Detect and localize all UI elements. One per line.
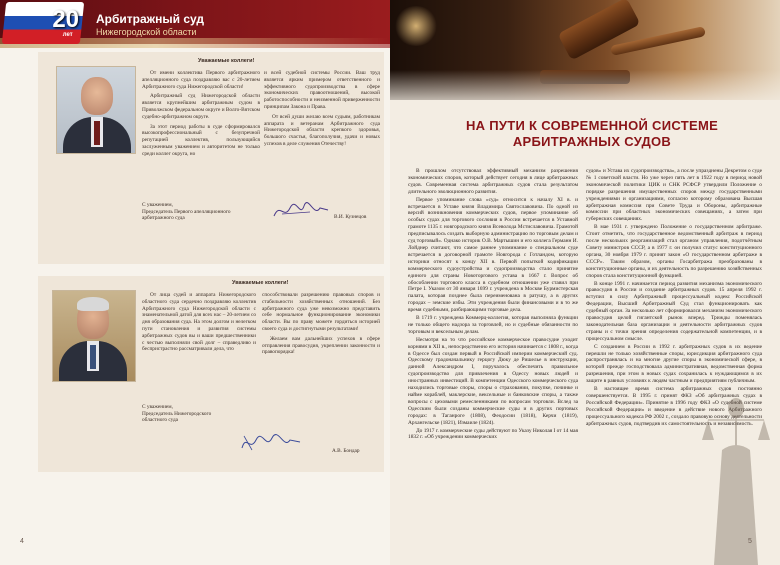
sign-line: С уважением, bbox=[142, 404, 173, 410]
handwritten-signature bbox=[270, 200, 332, 222]
paragraph: Первое упоминание слова «суд» относится к началу XI в. и встречается в Уставе князя Владимира Святославовича. По одной из версий возникновения коммерческих судов, первое упоминание об особых судах для торгового сословия в России встречается в Уставной грамоте 1135 г. новгородского князя Всеволода Мстиславовича. Грамотой предписывалось создать выборную администрацию по торговым делам и суд торговый». Однако историк О.В. Мартышин и его коллега Германн И. Лойднер считают, что самое раннее упоминание о специальном суде встречается в договорной грамоте Новгорода с Готландом, которую историки относят к концу XII в. Первой попыткой кодификации коммерческого судоустройства и судопроизводства стало принятие единого для страны Новоторгового устава в 1667 г. Вопрос об обособлении торгового класса в судебном отношении уже ставил при Петре I. Указом от 30 января 1699 г. учреждена в Москве Бурмистерская палата, которая позднее была переименована в ратушу, а в других городах – земские избы. Эти учреждения были финансовыми и в то же время судебными, разбирающими торговые дела. bbox=[408, 196, 578, 314]
paragraph: До 1917 г. коммерческие суды действуют по Указу Николая I от 14 мая 1832 г. «Об учреждении коммерческих bbox=[408, 427, 578, 441]
paragraph: От имени коллектива Первого арбитражного апелляционного суда поздравляю вас с 20-летием Арбитражного суда Нижегородской области! bbox=[142, 70, 260, 90]
page-number: 4 bbox=[20, 538, 24, 545]
paragraph: В прошлом отсутствовал эффективный механизм разрешения экономических споров, который действует сегодня в лице арбитражных судов. Современная система арбитражных судов стала результатом длительного эволюционного развития. bbox=[408, 168, 578, 195]
paragraph: С созданием в России в 1992 г. арбитражных судов в их ведение перешли не только хозяйственные споры, юрисдикция арбитражного суда распространялась и на многие другие споры в экономической сфере, в которой прежде господствовала административная, ведомственная форма разрешения, при этом в новых судах сохранилась к нуждающимся в их защите в равных условиях к людям частным и предприятиям публичным. bbox=[586, 343, 762, 385]
sign-line: С уважением, bbox=[142, 202, 173, 208]
sign-block bbox=[142, 404, 211, 424]
article-title: НА ПУТИ К СОВРЕМЕННОЙ СИСТЕМЕ АРБИТРАЖНЫХ СУДОВ bbox=[465, 118, 719, 149]
anniversary-flag-badge bbox=[2, 2, 84, 44]
article-column-1 bbox=[408, 168, 578, 442]
signer-name: В.И. Кузнецов bbox=[334, 214, 367, 220]
letter-column-2 bbox=[262, 292, 380, 359]
sign-line: Председатель Нижегородского bbox=[142, 410, 212, 417]
badge-number: 20 bbox=[52, 6, 80, 33]
signer-name: А.В. Бондар bbox=[332, 448, 360, 454]
paragraph: В конце 1991 г. начинается период развития механизма экономического правосудия в России и создание арбитражных судов. 15 апреля 1992 г. вступил в силу Арбитражный процессуальный кодекс Российской Федерации, Высший Арбитражный Суд стал функционировать как судебный орган. За несколько лет сформировался механизм экономического правосудия целой гигантской рынок вперед. Трижды поменялась законодательная база организации и деятельности арбитражных судов страны и с точки зрения определения содержательной компетенции, и в процессуальном смысле. bbox=[586, 280, 762, 342]
paragraph: Арбитражный суд Нижегородской области является крупнейшим арбитражным судом в Приволжском федеральном округе и Волго-Вятском судебно-арбитражном округе. bbox=[142, 93, 260, 120]
greeting: Уважаемые коллеги! bbox=[232, 280, 289, 286]
lamp-glow bbox=[394, 6, 438, 46]
sign-line: Председатель Первого апелляционного bbox=[142, 208, 231, 215]
page-number: 5 bbox=[748, 538, 752, 545]
handwritten-signature bbox=[238, 430, 304, 454]
paragraph: От лица судей и аппарата Нижегородского областного суда сердечно поздравляю коллектив Арбитражного суда Нижегородской области с знаменательной датой для всех нас – 20-летием со дня образования суда. На этом долгом и нелегком пути становления и развития системы арбитражных судов вы и ваши предшественники с честью выполняли свой долг – справедливо и беспристрастно рассматривали дела, что bbox=[142, 292, 256, 353]
paragraph: и всей судебной системы России. Ваш труд является ярким примером ответственного и эффективного судопроизводства в сфере экономических правоотношений, высокой работоспособности и неизменной приверженности принципам Закона и Права. bbox=[264, 70, 380, 110]
letter-kuznetsov bbox=[38, 52, 384, 264]
letter-column-1 bbox=[142, 70, 260, 161]
paragraph: Несмотря на то что российское коммерческое правосудие уходит корнями в XII в., непосредственно его история начинается с 1808 г., когда в Одессе был создан первый в Российской империи коммерческий суд. Одесскому градоначальнику герцогу Дюку де Ришелье в инструкции, данной Александром I, поручалось обеспечить правильное судопроизводство для привлечения в Одессу новых людей и иностранных инвестиций. В компетенции Одесского коммерческого суда находились торговые споры, споры о страховании, покупке, починке и найме кораблей, маклерские, вексельные и банковские споры, а также вопросы с цеховыми ремесленниками по вопросам торговли. Вслед за Одесским были созданы коммерческие суды и в других портовых городах: в Таганроге (1808), Феодосии (1818), Керчи (1819), Архангельске (1821), Измаиле (1824). bbox=[408, 336, 578, 426]
portrait-photo bbox=[52, 290, 136, 382]
sign-line: областного суда bbox=[142, 417, 179, 424]
greeting: Уважаемые коллеги! bbox=[198, 58, 255, 64]
paragraph: В 1719 г. учреждена Коммерц-коллегия, которая выполняла функции не только общего надзора за торговлей, но и судебные обязанности по торговым и вексельным делам. bbox=[408, 315, 578, 335]
paragraph: судов» и Устава их судопроизводства», а после упразднены Декретом о суде № 1 советской власти. Но уже через пять лет в 1922 году в период новой экономической политики ЦИК и СНК РСФСР утвердили Положение о порядке разрешения имущественных споров между государственными учреждениями и организациями, согласно которому образована Высшая арбитражная комиссия при Совете Труда и Обороны, арбитражные комиссии при областных экономических совещаниях, а затем при губернских совещаниях. bbox=[586, 168, 762, 223]
paragraph: От всей души желаю всем судьям, работникам аппарата и ветеранам Арбитражного суда Нижегородской области крепкого здоровья, большого счастья, благополучия, удачи и новых успехов в деле служения Отечеству! bbox=[264, 113, 380, 147]
hero-fade bbox=[390, 70, 780, 110]
court-subtitle: Нижегородской области bbox=[96, 27, 197, 37]
letter-bondar bbox=[38, 276, 384, 472]
paragraph: Желаем вам дальнейших успехов в сфере отправления правосудия, укреплении законности и правопорядка! bbox=[262, 335, 380, 356]
letter-column-1 bbox=[142, 292, 256, 356]
paragraph: За этот период работы в суде сформировался высокопрофессиональный с безупречной репутацией коллектив, пользующийся заслуженным уважением и авторитетом не только среди коллег округа, но bbox=[142, 123, 260, 157]
portrait-photo bbox=[56, 66, 136, 154]
paragraph: В мае 1931 г. утверждено Положение о государственном арбитраже. Стоит отметить, что государственное ведомственный арбитраж в период после нескольких реорганизаций стал органом управления, подотчётным Совету министров СССР, а в 1977 г. он получил статус конституционного органа, 30 ноября 1979 г. принят закон «О государственном арбитраже в СССР». Таким образом, органы Госарбитража преобразованы в конституционные органы, и их деятельность по разрешению хозяйственных споров стала конституционной функцией. bbox=[586, 224, 762, 279]
badge-suffix: лет bbox=[62, 32, 73, 38]
lady-justice-watermark bbox=[688, 380, 780, 565]
paragraph: В настоящее время система арбитражных судов постоянно совершенствуется. В 1995 г. принят ФКЗ «Об арбитражных судах в Российской Федерации». Принятие в 1996 году ФКЗ «О судебной системе Российской Федерации» и введение в действие нового Арбитражного процессуального кодекса РФ 2002 г., создало правовую основу деятельности арбитражных судов, подтвердив их самостоятельность и независимость. bbox=[586, 386, 763, 427]
right-page bbox=[390, 0, 780, 565]
paragraph: способствовали разрешению правовых споров и стабильности хозяйственных отношений. Без арбитражного суда уже невозможно представить себе нормальное функционирование экономики области. Вы по праву можете гордиться историей своего суда и достигнутыми результатами! bbox=[262, 292, 380, 332]
court-title: Арбитражный суд bbox=[96, 12, 205, 26]
sign-block bbox=[142, 202, 231, 222]
sign-line: арбитражного суда bbox=[142, 215, 185, 222]
letter-column-2 bbox=[264, 70, 380, 151]
